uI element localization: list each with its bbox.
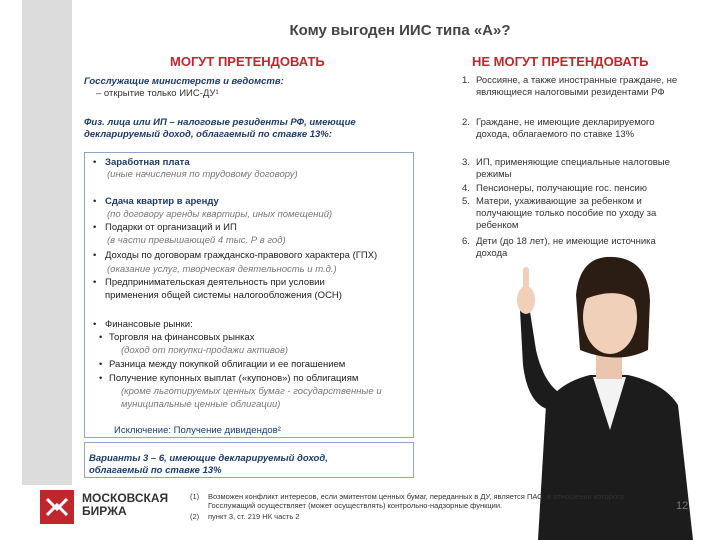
can-apply-header: МОГУТ ПРЕТЕНДОВАТЬ <box>170 54 325 69</box>
trading-note: (доход от покупки-продажи активов) <box>121 345 289 356</box>
coupons-note-1: (кроме льготируемых ценных бумаг - государственные и <box>121 386 382 397</box>
income-sources-box: • Заработная плата (иные начисления по трудовому договору) • Сдача квартир в аренду (по договору аренды квартиры, иных помещений) • Подарки от организаций и ИП (в части превышающей 4 тыс. Р в год) • Доходы по договорам гражданско-правового характера (ГПХ) (оказание услуг, творческая деятельность и т.д.) • Предпринимательская деятельность при условии применения общей системы налогообложения (ОСН) • Финансовые рынки: • Торговля на финансовых рынках (доход от покупки-продажи активов) • Разница между покупкой облигации и ее погашением • Получение купонных выплат («купонов») по облигациям (кроме льготируемых ценных бумаг - государственные и муниципальные ценные облигации) <box>84 152 414 438</box>
civil-note: (оказание услуг, творческая деятельность и т.д.) <box>107 264 337 275</box>
gifts-item: Подарки от организаций и ИП <box>105 222 237 233</box>
rent-note: (по договору аренды квартиры, иных помещений) <box>107 209 333 220</box>
gifts-note: (в части превышающей 4 тыс. Р в год) <box>107 235 286 246</box>
bond-difference-item: Разница между покупкой облигации и ее погашением <box>109 359 346 370</box>
salary-note: (иные начисления по трудовому договору) <box>107 169 298 180</box>
markets-item: Финансовые рынки: <box>105 319 193 330</box>
moex-logo-text: МОСКОВСКАЯ БИРЖА <box>82 491 169 518</box>
page-title: Кому выгоден ИИС типа «А»? <box>289 22 511 39</box>
gov-employees-sub: – открытие только ИИС-ДУ¹ <box>96 88 219 99</box>
list-item: 2. Граждане, не имеющие декларируемого дохода, облагаемого по ставке 13% <box>462 117 655 140</box>
exception-note: Исключение: Получение дивидендов² <box>114 425 281 436</box>
persons-line-2: декларируемый доход, облагаемый по ставке 13%: <box>84 129 332 140</box>
gov-employees-title: Госслужащие министерств и ведомств: <box>84 76 284 87</box>
list-item: 1. Россияне, а также иностранные граждане, не являющиеся налоговыми резидентами РФ <box>462 75 678 98</box>
cannot-apply-header: НЕ МОГУТ ПРЕТЕНДОВАТЬ <box>472 54 649 69</box>
list-item: 3. ИП, применяющие специальные налоговые режимы <box>462 157 670 180</box>
civil-item: Доходы по договорам гражданско-правового характера (ГПХ) <box>105 250 378 261</box>
left-gray-band <box>22 0 72 485</box>
business-line-2: применения общей системы налогообложения (ОСН) <box>105 290 342 301</box>
footnote-1: (1) Возможен конфликт интересов, если эмитентом ценных бумаг, переданных в ДУ, является ПАО, в отношении которого Госслужащий осуществляет (может осуществлять) контрольно-надзорные функции. <box>190 492 624 510</box>
coupons-note-2: муниципальные ценные облигации) <box>121 399 281 410</box>
list-item: 4. Пенсионеры, получающие гос. пенсию <box>462 183 647 194</box>
list-item: 5. Матери, ухаживающие за ребенком и получающие только пособие по уходу за ребенком <box>462 196 657 231</box>
footnote-2: (2) пункт 3, ст. 219 НК часть 2 <box>190 512 300 521</box>
variants-line-2: облагаемый по ставке 13% <box>89 465 222 476</box>
list-item: 6. Дети (до 18 лет), не имеющие источника дохода <box>462 236 656 259</box>
variants-line-1: Варианты 3 – 6, имеющие декларируемый доход, <box>89 453 328 464</box>
salary-item: Заработная плата <box>105 157 190 168</box>
moex-logo-icon <box>40 490 74 524</box>
business-line-1: Предпринимательская деятельность при условии <box>105 277 325 288</box>
coupons-item: Получение купонных выплат («купонов») по облигациям <box>109 373 359 384</box>
rent-item: Сдача квартир в аренду <box>105 196 219 207</box>
variants-box <box>84 442 414 478</box>
trading-item: Торговля на финансовых рынках <box>109 332 255 343</box>
persons-line-1: Физ. лица или ИП – налоговые резиденты РФ, имеющие <box>84 117 356 128</box>
page-number: 12 <box>676 500 689 512</box>
